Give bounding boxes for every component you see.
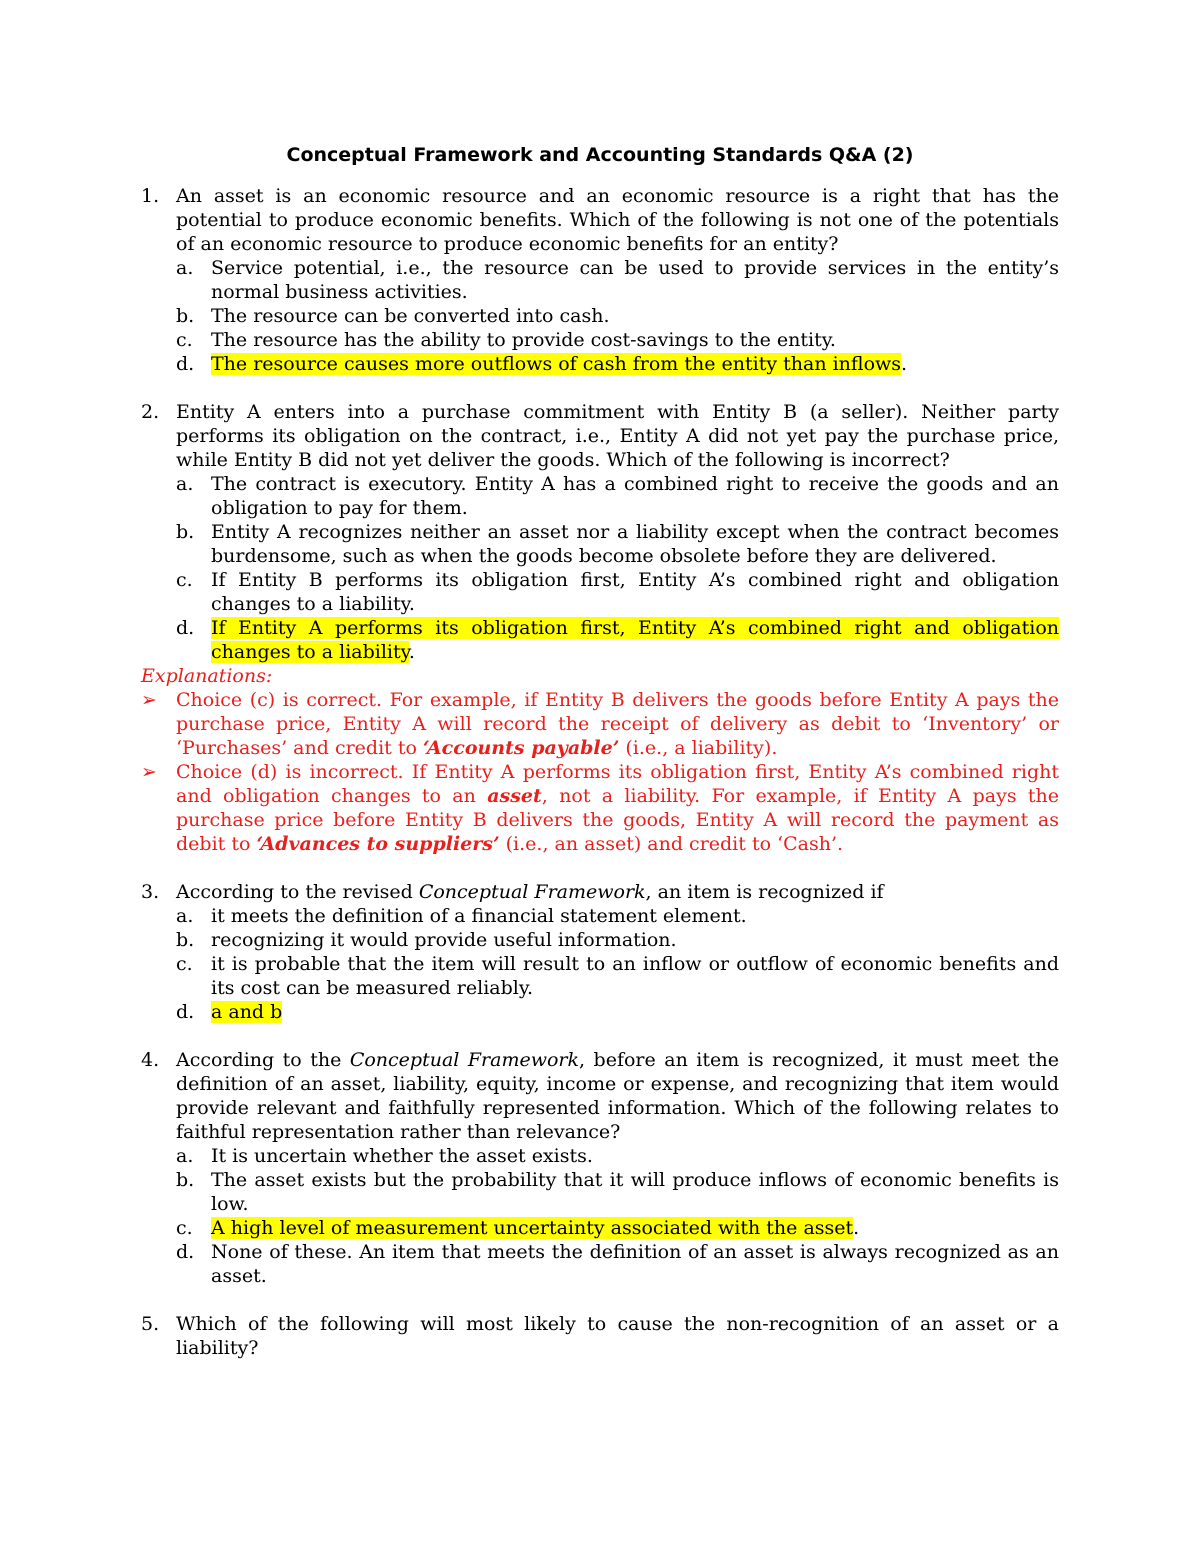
option-d-answer: [176, 616, 1059, 664]
option-letter: b.: [176, 305, 195, 327]
option-letter: a.: [176, 905, 194, 927]
option-text: The asset exists but the probability that it will produce inflows of economic benefits is low.: [211, 1169, 1059, 1215]
text-segment: , not a liability. For example, if Entity A pays the purchase price before Entity B delivers the goods, Entity A will record the payment as debit to: [176, 785, 1060, 855]
option-text: The contract is executory. Entity A has a combined right to receive the goods and an obligation to pay for them.: [211, 473, 1059, 519]
option-d: [176, 1240, 1059, 1288]
option-text: The resource can be converted into cash.: [211, 305, 610, 327]
option-letter: c.: [176, 953, 193, 975]
option-a: [176, 256, 1059, 304]
bold-term: ‘Accounts payable’: [422, 737, 620, 759]
question-text: Which of the following will most likely to cause the non-recognition of an asset or a liability?: [176, 1313, 1059, 1359]
option-b: [176, 928, 1059, 952]
option-text: [211, 352, 1059, 376]
question-number: 1.: [141, 185, 160, 207]
text-segment: (i.e., an asset) and credit to ‘Cash’.: [499, 833, 844, 855]
question-3: [141, 880, 1059, 1024]
highlighted-answer: If Entity A performs its obligation first, Entity A’s combined right and obligation changes to a liability: [211, 617, 1059, 663]
question-text: An asset is an economic resource and an economic resource is a right that has the potential to produce economic benefits. Which of the following is not one of the potentials of an economic resource to produce economic benefits for an entity?: [176, 185, 1059, 255]
page-title: Conceptual Framework and Accounting Standards Q&A (2): [286, 144, 914, 166]
question-body: [176, 184, 1059, 376]
text-segment: According to the: [176, 1049, 350, 1071]
text-segment: , before an item is recognized, it must meet the definition of an asset, liability, equity, income or expense, and recognizing that item would provide relevant and faithfully represented information. Which of the following relates to faithful representation rather than relevance?: [176, 1049, 1059, 1143]
period: .: [408, 641, 415, 663]
option-letter: c.: [176, 569, 193, 591]
italic-term: Conceptual Framework: [349, 1049, 580, 1071]
question-5: [141, 1312, 1059, 1360]
text-segment: Choice (c) is correct. For example, if Entity B delivers the goods before Entity A pays the purchase price, Entity A will record the receipt of delivery as debit to ‘Inventory’ or ‘Purchases’ and credit to: [176, 689, 1059, 759]
option-a: [176, 904, 1059, 928]
option-letter: b.: [176, 521, 195, 543]
period: .: [901, 353, 908, 375]
option-c-answer: [176, 1216, 1059, 1240]
question-2: [141, 400, 1059, 664]
question-number: 3.: [141, 881, 160, 903]
explanation-2: [141, 760, 1059, 856]
explanation-text: [176, 688, 1059, 760]
option-text: The resource has the ability to provide cost-savings to the entity.: [211, 329, 836, 351]
option-b: [176, 1168, 1059, 1216]
option-text: Entity A recognizes neither an asset nor a liability except when the contract becomes burdensome, such as when the goods become obsolete before they are delivered.: [211, 521, 1059, 567]
question-text: [176, 1048, 1059, 1144]
question-text: Entity A enters into a purchase commitment with Entity B (a seller). Neither party performs its obligation on the contract, i.e., Entity A did not yet pay the purchase price, while Entity B did not yet deliver the goods. Which of the following is incorrect?: [176, 401, 1059, 471]
question-number: 4.: [141, 1049, 160, 1071]
question-body: [176, 880, 1059, 1024]
option-text: Service potential, i.e., the resource can be used to provide services in the entity’s normal business activities.: [211, 257, 1059, 303]
option-letter: b.: [176, 1169, 195, 1191]
question-body: [176, 400, 1059, 664]
option-letter: a.: [176, 1145, 194, 1167]
question-text: [176, 880, 1059, 904]
option-b: [176, 304, 1059, 328]
option-letter: c.: [176, 1217, 193, 1239]
bold-term: ‘Advances to suppliers’: [256, 833, 500, 855]
option-letter: d.: [176, 1241, 195, 1263]
option-letter: c.: [176, 329, 193, 351]
option-d-answer: [176, 1000, 1059, 1024]
text-segment: (i.e., a liability).: [619, 737, 778, 759]
option-d-answer: [176, 352, 1059, 376]
option-text: [211, 1216, 1059, 1240]
question-4: [141, 1048, 1059, 1288]
option-text: If Entity B performs its obligation first, Entity A’s combined right and obligation changes to a liability.: [211, 569, 1059, 615]
question-number: 2.: [141, 401, 160, 423]
option-letter: d.: [176, 1001, 195, 1023]
highlighted-answer: A high level of measurement uncertainty associated with the asset: [211, 1217, 854, 1239]
option-letter: a.: [176, 257, 194, 279]
option-c: [176, 568, 1059, 616]
explanation-1: [141, 688, 1059, 760]
question-body: [176, 1312, 1059, 1360]
option-text: None of these. An item that meets the definition of an asset is always recognized as an asset.: [211, 1241, 1059, 1287]
option-text: it is probable that the item will result to an inflow or outflow of economic benefits and its cost can be measured reliably.: [211, 953, 1059, 999]
option-c: [176, 952, 1059, 1000]
option-letter: a.: [176, 473, 194, 495]
arrow-bullet-icon: ➢: [141, 761, 157, 783]
option-letter: d.: [176, 617, 195, 639]
option-letter: b.: [176, 929, 195, 951]
option-b: [176, 520, 1059, 568]
option-text: recognizing it would provide useful information.: [211, 929, 677, 951]
option-text: It is uncertain whether the asset exists.: [211, 1145, 593, 1167]
explanations-heading: Explanations:: [141, 665, 273, 687]
highlighted-answer: The resource causes more outflows of cash from the entity than inflows: [211, 353, 902, 375]
text-segment: , an item is recognized if: [645, 881, 884, 903]
italic-term: Conceptual Framework: [418, 881, 646, 903]
option-text: [211, 1000, 1059, 1024]
option-text: [211, 616, 1059, 664]
option-a: [176, 1144, 1059, 1168]
document-content: [141, 184, 1059, 1360]
arrow-bullet-icon: ➢: [141, 689, 157, 711]
text-segment: According to the revised: [176, 881, 419, 903]
bold-term: asset: [487, 785, 542, 807]
option-letter: d.: [176, 353, 195, 375]
question-body: [176, 1048, 1059, 1288]
highlighted-answer: a and b: [211, 1001, 283, 1023]
question-number: 5.: [141, 1313, 160, 1335]
explanation-text: [176, 760, 1059, 856]
question-1: [141, 184, 1059, 376]
text-segment: Choice (d) is incorrect. If Entity A performs its obligation first, Entity A’s combined right and obligation changes to an: [176, 761, 1059, 807]
option-a: [176, 472, 1059, 520]
period: .: [853, 1217, 860, 1239]
option-text: it meets the definition of a financial statement element.: [211, 905, 747, 927]
option-c: [176, 328, 1059, 352]
